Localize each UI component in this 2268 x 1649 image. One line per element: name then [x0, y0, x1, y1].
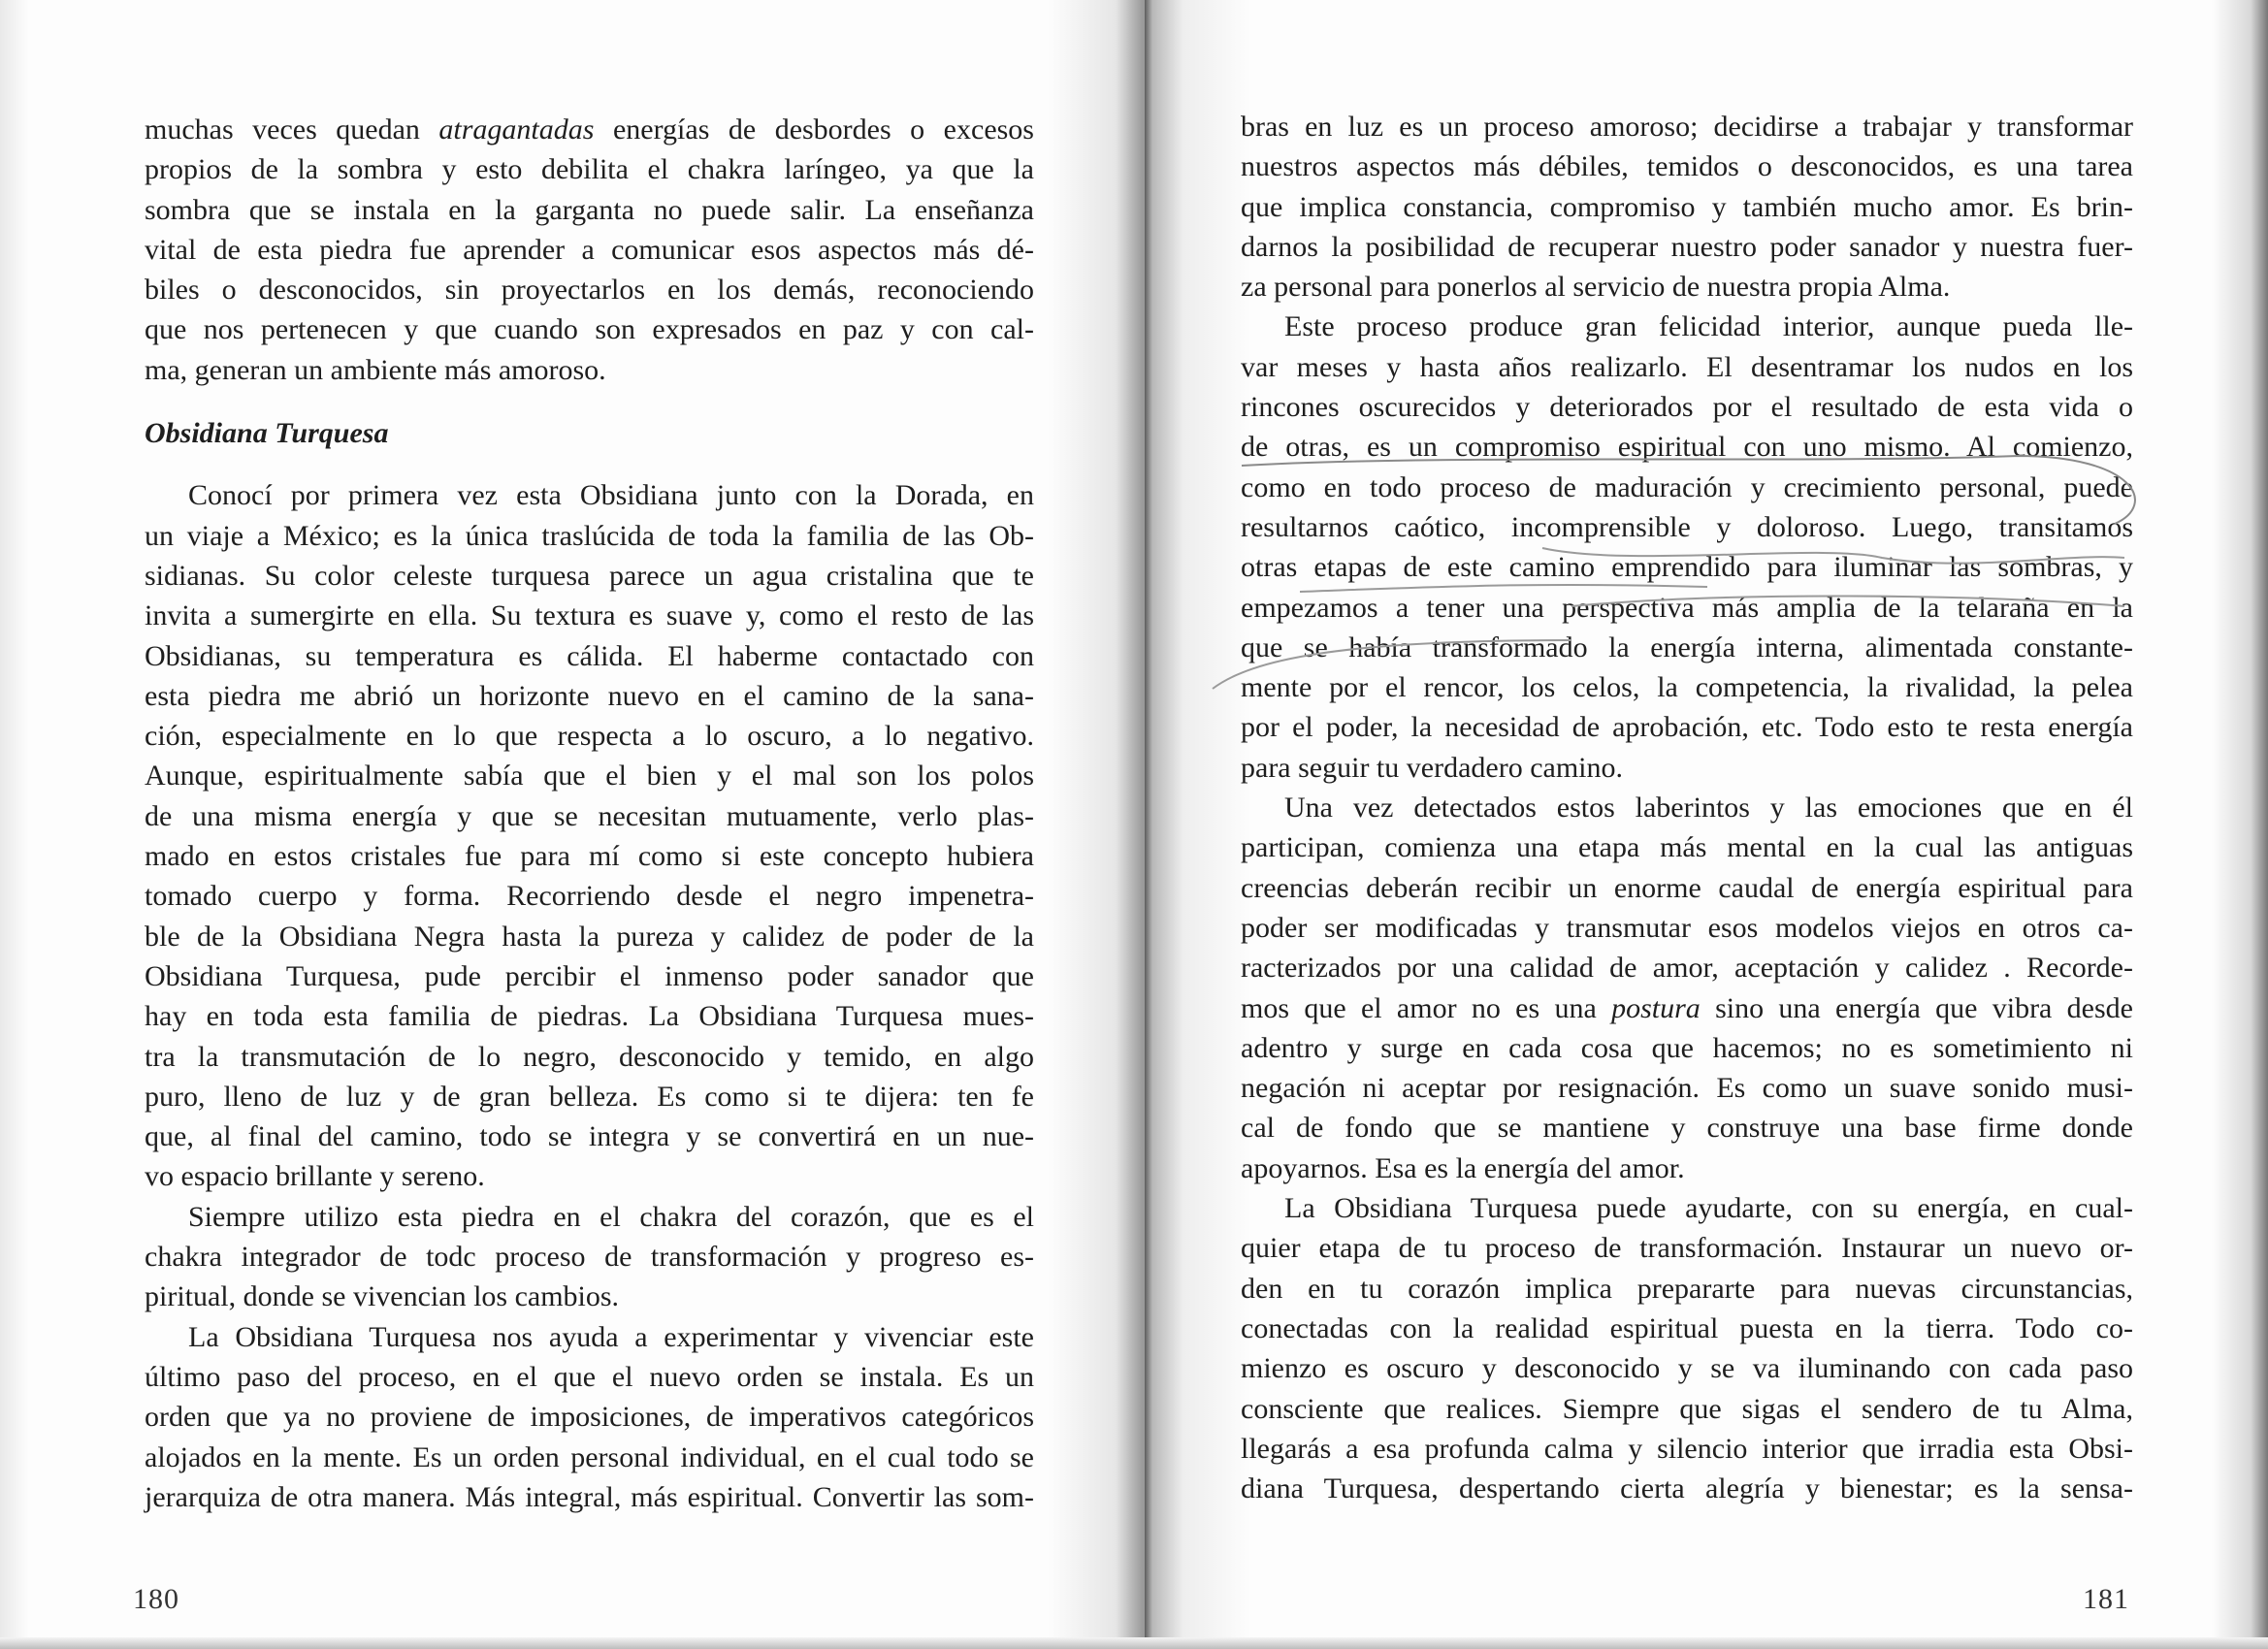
text-line: propios de la sombra y esto debilita el chakra laríngeo, ya que la	[145, 153, 1034, 186]
text-line: por el poder, la necesidad de aprobación, etc. Todo esto te resta energía	[1241, 711, 2133, 744]
text-line: Siempre utilizo esta piedra en el chakra del corazón, que es el	[188, 1200, 1034, 1233]
text-line: ble de la Obsidiana Negra hasta la pureza y calidez de poder de la	[145, 920, 1034, 953]
text-line: mienzo es oscuro y desconocido y se va iluminando con cada paso	[1241, 1352, 2133, 1385]
text-line: rincones oscurecidos y deteriorados por el resultado de esta vida o	[1241, 391, 2133, 424]
text-line: que, al final del camino, todo se integra y se convertirá en un nue-	[145, 1120, 1034, 1153]
text-line: var meses y hasta años realizarlo. El desentramar los nudos en los	[1241, 350, 2133, 383]
text-line: Este proceso produce gran felicidad interior, aunque pueda lle-	[1284, 310, 2133, 343]
text-line: jerarquiza de otra manera. Más integral, más espiritual. Convertir las som-	[145, 1480, 1034, 1513]
text-line: chakra integrador de todc proceso de transformación y progreso es-	[145, 1241, 1034, 1274]
italic-text: postura	[1611, 991, 1701, 1024]
paragraph	[145, 1317, 1034, 1517]
paragraph	[145, 110, 1034, 390]
text-line: quier etapa de tu proceso de transformación. Instaurar un nuevo or-	[1241, 1232, 2133, 1265]
paragraph	[145, 1197, 1034, 1317]
text-line	[145, 110, 1034, 149]
text-segment: mos que el amor no es una	[1241, 991, 1612, 1024]
text-line: resultarnos caótico, incomprensible y doloroso. Luego, transitamos	[1241, 510, 2133, 543]
text-line: invita a sumergirte en ella. Su textura es suave y, como el resto de las	[145, 599, 1034, 632]
text-line: poder ser modificadas y transmutar esos modelos viejos en otros ca-	[1241, 911, 2133, 944]
text-line: sidianas. Su color celeste turquesa parece un agua cristalina que te	[145, 559, 1034, 592]
text-line: negación ni aceptar por resignación. Es como un suave sonido musi-	[1241, 1072, 2133, 1105]
text-line: de una misma energía y que se necesitan mutuamente, verlo plas-	[145, 799, 1034, 832]
text-line: participan, comienza una etapa más mental en la cual las antiguas	[1241, 831, 2133, 864]
text-line: vo espacio brillante y sereno.	[145, 1160, 485, 1193]
text-line: tra la transmutación de lo negro, desconocido y temido, en algo	[145, 1040, 1034, 1073]
italic-text: atragantadas	[438, 113, 595, 146]
text-segment: energías de desbordes o excesos	[594, 113, 1034, 146]
text-segment: muchas veces quedan	[145, 113, 439, 146]
text-line: hay en toda esta familia de piedras. La Obsidiana Turquesa mues-	[145, 1000, 1034, 1033]
text-line: que implica constancia, compromiso y también mucho amor. Es brin-	[1241, 190, 2133, 223]
text-line: mente por el rencor, los celos, la competencia, la rivalidad, la pelea	[1241, 671, 2133, 704]
text-line: ción, especialmente en lo que respecta a lo oscuro, a lo negativo.	[145, 720, 1034, 753]
text-line: biles o desconocidos, sin proyectarlos en los demás, reconociendo	[145, 274, 1034, 307]
text-line: adentro y surge en cada cosa que hacemos; no es sometimiento ni	[1241, 1031, 2133, 1064]
text-line: La Obsidiana Turquesa nos ayuda a experimentar y vivenciar este	[188, 1320, 1034, 1353]
text-line: de otras, es un compromiso espiritual con uno mismo. Al comienzo,	[1241, 431, 2133, 464]
text-line: den en tu corazón implica prepararte para nuevas circunstancias,	[1241, 1272, 2133, 1305]
text-line: cal de fondo que se mantiene y construye una base firme donde	[1241, 1112, 2133, 1145]
text-line: empezamos a tener una perspectiva más amplia de la telaraña en la	[1241, 591, 2133, 624]
paragraph	[1241, 788, 2133, 1188]
text-line: Obsidianas, su temperatura es cálida. El haberme contactado con	[145, 639, 1034, 672]
paragraph	[1241, 1188, 2133, 1508]
text-line: Obsidiana Turquesa, pude percibir el inmenso poder sanador que	[145, 959, 1034, 992]
text-line: otras etapas de este camino emprendido para iluminar las sombras, y	[1241, 551, 2133, 584]
text-line: orden que ya no proviene de imposiciones, de imperativos categóricos	[145, 1401, 1034, 1434]
text-line: za personal para ponerlos al servicio de nuestra propia Alma.	[1241, 271, 1951, 304]
text-line: sombra que se instala en la garganta no puede salir. La enseñanza	[145, 193, 1034, 226]
text-line: conectadas con la realidad espiritual puesta en la tierra. Todo co-	[1241, 1311, 2133, 1344]
text-line: consciente que realices. Siempre que sigas el sendero de tu Alma,	[1241, 1392, 2133, 1425]
paragraph	[145, 475, 1034, 1196]
text-line: nuestros aspectos más débiles, temidos o desconocidos, es una tarea	[1241, 150, 2133, 183]
page-bottom-edge	[1145, 1637, 2268, 1649]
text-line	[1241, 988, 2133, 1028]
right-page	[1145, 0, 2268, 1649]
section-heading: Obsidiana Turquesa	[145, 417, 389, 450]
text-line: La Obsidiana Turquesa puede ayudarte, con su energía, en cual-	[1284, 1192, 2133, 1225]
text-line: ma, generan un ambiente más amoroso.	[145, 353, 606, 386]
text-line: esta piedra me abrió un horizonte nuevo en el camino de la sana-	[145, 679, 1034, 712]
page-number-left: 180	[133, 1583, 179, 1615]
text-line: Aunque, espiritualmente sabía que el bien y el mal son los polos	[145, 760, 1034, 792]
text-line: racterizados por una calidad de amor, aceptación y calidez . Recorde-	[1241, 952, 2133, 985]
text-line: que nos pertenecen y que cuando son expresados en paz y con cal-	[145, 313, 1034, 346]
text-line: llegarás a esa profunda calma y silencio interior que irradia esta Obsi-	[1241, 1432, 2133, 1465]
text-line: alojados en la mente. Es un orden personal individual, en el cual todo se	[145, 1440, 1034, 1473]
text-line: que se había transformado la energía interna, alimentada constante-	[1241, 630, 2133, 663]
text-line: piritual, donde se vivencian los cambios.	[145, 1280, 620, 1313]
text-line: vital de esta piedra fue aprender a comunicar esos aspectos más dé-	[145, 233, 1034, 266]
text-line: para seguir tu verdadero camino.	[1241, 751, 1623, 784]
text-line: darnos la posibilidad de recuperar nuestro poder sanador y nuestra fuer-	[1241, 230, 2133, 263]
text-line: diana Turquesa, despertando cierta alegría y bienestar; es la sensa-	[1241, 1472, 2133, 1505]
text-segment: sino una energía que vibra desde	[1700, 991, 2133, 1024]
text-line: apoyarnos. Esa es la energía del amor.	[1241, 1151, 1685, 1184]
text-line: mado en estos cristales fue para mí como si este concepto hubiera	[145, 840, 1034, 873]
page-number-right: 181	[2083, 1583, 2129, 1615]
text-line: como en todo proceso de maduración y crecimiento personal, puede	[1241, 470, 2133, 503]
text-line: tomado cuerpo y forma. Recorriendo desde el negro impenetra-	[145, 880, 1034, 913]
text-line: bras en luz es un proceso amoroso; decidirse a trabajar y transformar	[1241, 111, 2133, 143]
text-line: un viaje a México; es la única traslúcida de toda la familia de las Ob-	[145, 519, 1034, 552]
left-page-text	[145, 110, 1034, 1517]
text-line: creencias deberán recibir un enorme caudal de energía espiritual para	[1241, 871, 2133, 904]
text-line: puro, lleno de luz y de gran belleza. Es como si te dijera: ten fe	[145, 1080, 1034, 1113]
paragraph	[1241, 107, 2133, 307]
page-bottom-edge	[0, 1637, 1145, 1649]
right-page-text	[1241, 107, 2133, 1508]
text-line: Una vez detectados estos laberintos y las emociones que en él	[1284, 792, 2133, 824]
text-line: último paso del proceso, en el que el nuevo orden se instala. Es un	[145, 1360, 1034, 1393]
text-line: Conocí por primera vez esta Obsidiana junto con la Dorada, en	[188, 479, 1034, 512]
paragraph	[1241, 307, 2133, 788]
